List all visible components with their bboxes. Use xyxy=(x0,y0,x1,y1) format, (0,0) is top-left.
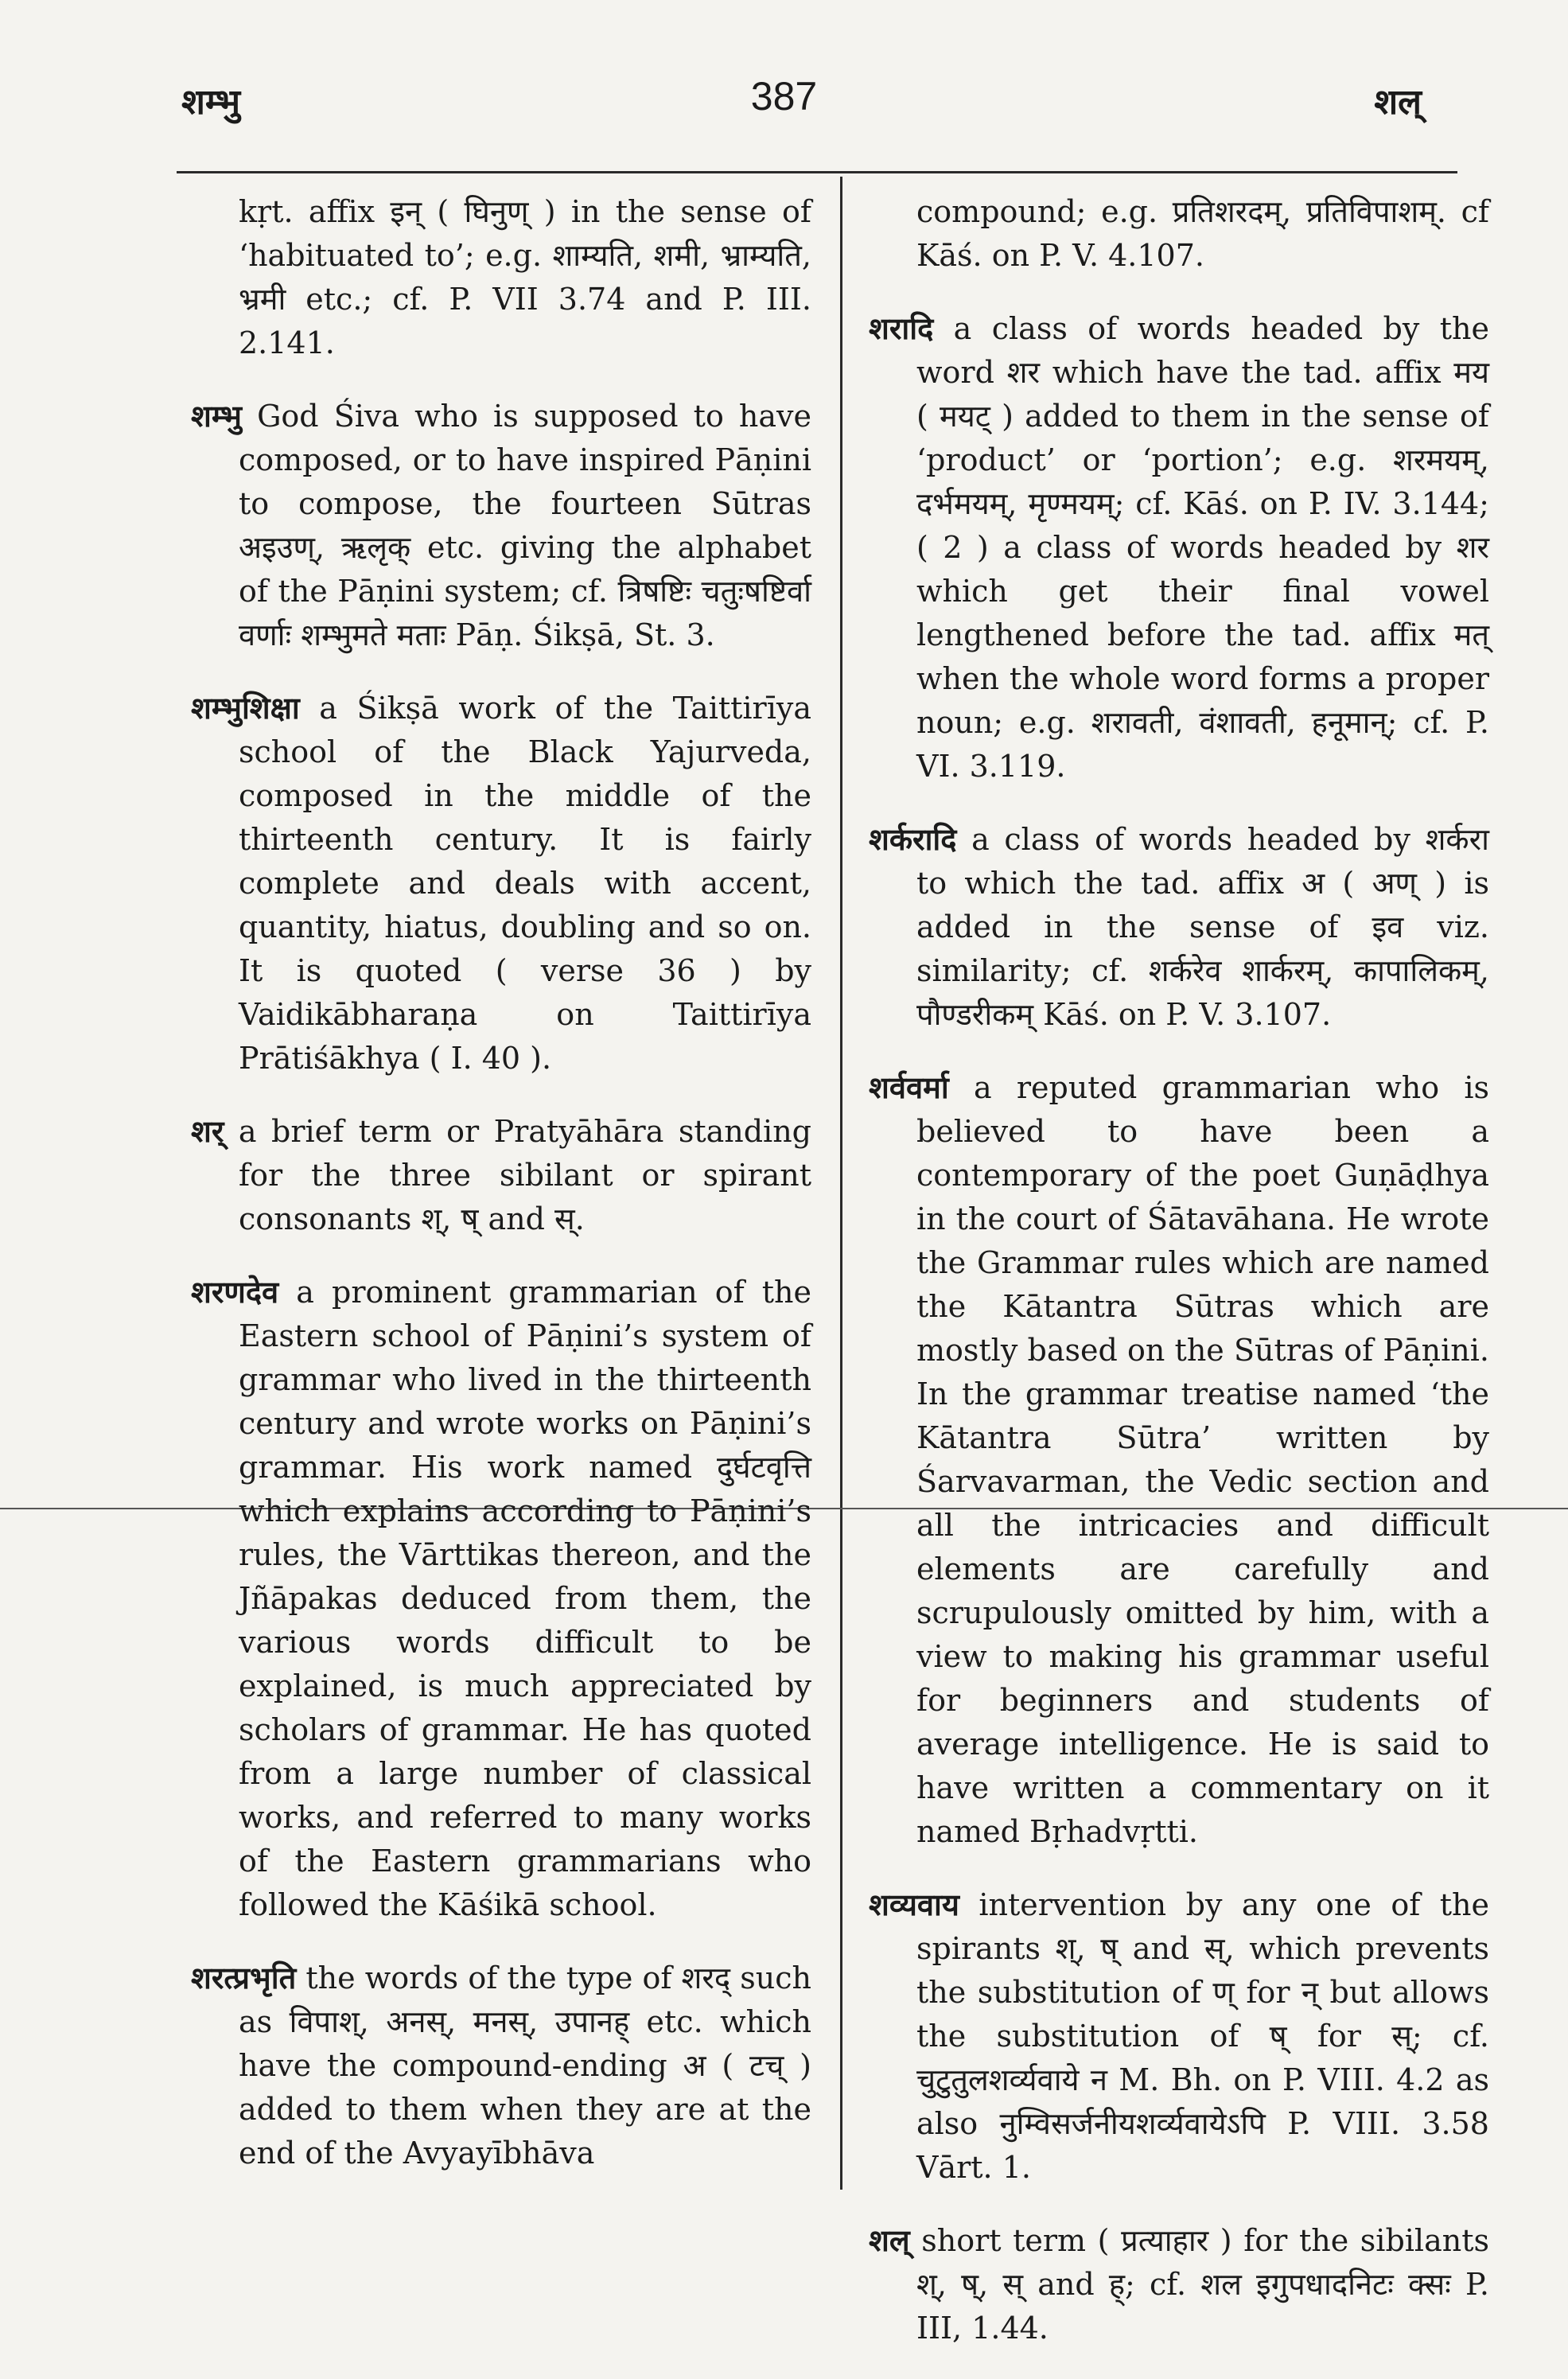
dictionary-entry xyxy=(191,1270,811,1927)
entry-headword: शम्भु xyxy=(191,398,242,434)
entry-text: intervention by any one of the spirants श्, ष् and स्, which prevents the substitution of ण् for न् but allows the substitution of ष् for स्; cf. चुटुतुलशर्व्यवाये न M. Bh. on P. VIII. 4.2 as also नुम्विसर्जनीयशर्व्यवायेऽपि P. VIII. 3.58 Vārt. 1. xyxy=(916,1887,1489,2185)
dictionary-entry xyxy=(869,306,1489,788)
right-column xyxy=(869,189,1489,2379)
entry-headword: शरत्प्रभृति xyxy=(191,1960,297,1995)
entry-text: a Śikṣā work of the Taittirīya school of the Black Yajurveda, composed in the middle of the thirteenth century. It is fairly complete and deals with accent, quantity, hiatus, doubling and so on. It is quoted ( verse 36 ) by Vaidikābharaṇa on Taittirīya Prātiśākhya ( I. 40 ). xyxy=(239,691,811,1076)
entry-text: the words of the type of शरद् such as विपाश्, अनस्, मनस्, उपानह् etc. which have the compound-ending अ ( टच् ) added to them when they are at the end of the Avyayībhāva xyxy=(239,1960,811,2171)
entry-headword: शम्भुशिक्षा xyxy=(191,690,300,726)
entry-headword: शल् xyxy=(869,2222,910,2258)
left-guide-word: शम्भु xyxy=(181,82,241,123)
entry-text: God Śiva who is supposed to have composed, or to have inspired Pāṇini to compose, the fourteen Sūtras अइउण्, ऋलृक् etc. giving the alphabet of the Pāṇini system; cf. त्रिषष्टिः चतुःषष्टिर्वा वर्णाः शम्भुमते मताः Pāṇ. Śikṣā, St. 3. xyxy=(239,399,811,652)
entry-text: a class of words headed by शर्करा to which the tad. affix अ ( अण् ) is added in the sense of इव viz. similarity; cf. शर्करेव शार्करम्, कापालिकम्, पौण्डरीकम् Kāś. on P. V. 3.107. xyxy=(916,822,1489,1032)
entry-headword: शर्ववर्मा xyxy=(869,1069,949,1105)
dictionary-entry xyxy=(869,2218,1489,2350)
dictionary-entry xyxy=(869,817,1489,1037)
page-header xyxy=(0,76,1568,140)
entry-text: a class of words headed by the word शर which have the tad. affix मय ( मयट् ) added to them in the sense of ‘product’ or ‘portion’; e.g. शरमयम्, दर्भमयम्, मृण्मयम्; cf. Kāś. on P. IV. 3.144; ( 2 ) a class of words headed by शर which get their final vowel lengthened before the tad. affix मत् when the whole word forms a proper noun; e.g. शरावती, वंशावती, हनूमान्; cf. P. VI. 3.119. xyxy=(916,311,1489,784)
dictionary-entry xyxy=(869,189,1489,278)
right-guide-word: शल् xyxy=(1374,82,1422,123)
entry-text: short term ( प्रत्याहार ) for the sibilants श्, ष्, स् and ह्; cf. शल इगुपधादनिटः क्सः P. III, 1.44. xyxy=(916,2223,1489,2346)
dictionary-entry xyxy=(869,1883,1489,2190)
entry-headword: शर्करादि xyxy=(869,821,957,857)
entry-text: a prominent grammarian of the Eastern school of Pāṇini’s system of grammar who lived in the thirteenth century and wrote works on Pāṇini’s grammar. His work named दुर्घटवृत्ति which explains according to Pāṇini’s rules, the Vārttikas thereon, and the Jñāpakas deduced from them, the various words difficult to be explained, is much appreciated by scholars of grammar. He has quoted from a large number of classical works, and referred to many works of the Eastern grammarians who followed the Kāśikā school. xyxy=(239,1275,811,1922)
entry-text: a brief term or Pratyāhāra standing for the three sibilant or spirant consonants श्, ष् and स्. xyxy=(238,1114,811,1236)
entry-headword: शरणदेव xyxy=(191,1274,279,1310)
entry-headword: शर् xyxy=(191,1113,224,1149)
dictionary-entry xyxy=(191,1109,811,1241)
dictionary-entry xyxy=(869,1065,1489,1854)
header-rule xyxy=(177,171,1457,173)
dictionary-entry xyxy=(191,394,811,657)
entry-text: a reputed grammarian who is believed to have been a contemporary of the poet Guṇāḍhya in the court of Śātavāhana. He wrote the Grammar rules which are named the Kātantra Sūtras which are mostly based on the Sūtras of Pāṇini. In the grammar treatise named ‘the Kātantra Sūtra’ written by Śarvavarman, the Vedic section and all the intricacies and difficult elements are carefully and scrupulously omitted by him, with a view to making his grammar useful for beginners and students of average intelligence. He is said to have written a commentary on it named Bṛhadvṛtti. xyxy=(916,1070,1489,1849)
entry-headword: शरादि xyxy=(869,310,934,346)
entry-text: compound; e.g. प्रतिशरदम्, प्रतिविपाशम्. cf Kāś. on P. V. 4.107. xyxy=(916,194,1489,273)
dictionary-entry xyxy=(191,686,811,1080)
page-number: 387 xyxy=(750,74,818,119)
entry-headword: शव्यवाय xyxy=(869,1886,959,1922)
dictionary-entry xyxy=(191,1956,811,2175)
entry-text: kṛt. affix इन् ( घिनुण् ) in the sense of ‘habituated to’; e.g. शाम्यति, शमी, भ्राम्यति, भ्रमी etc.; cf. P. VII 3.74 and P. III. 2.141. xyxy=(239,194,811,360)
column-divider xyxy=(840,177,842,2190)
left-column xyxy=(191,189,811,2204)
dictionary-entry xyxy=(191,189,811,365)
